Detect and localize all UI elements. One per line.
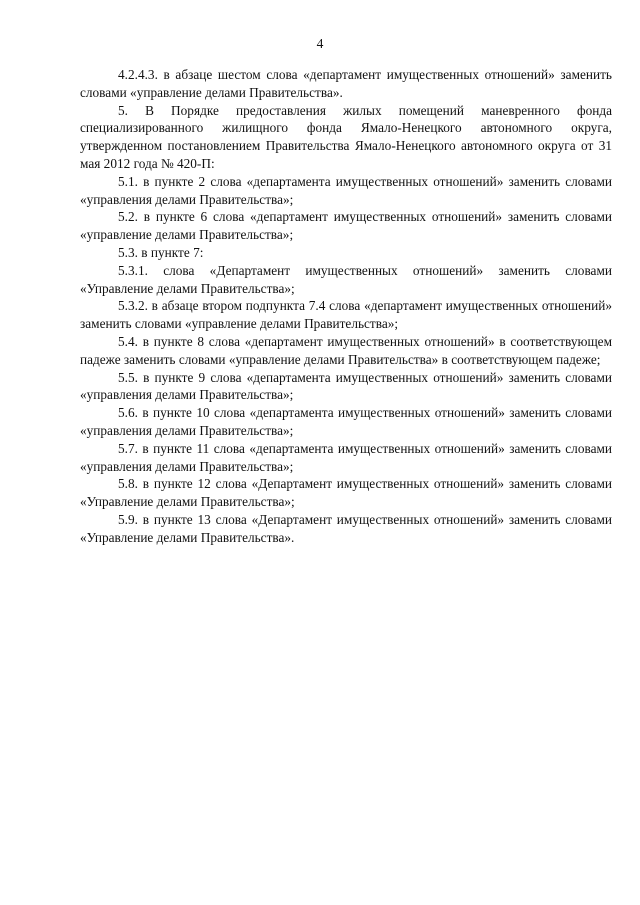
paragraph-5-3-2: 5.3.2. в абзаце втором подпункта 7.4 слова «департамент имущественных отношений» заменить словами «управление делами Правительства»;: [80, 298, 612, 332]
paragraph-5-5: 5.5. в пункте 9 слова «департамента имущественных отношений» заменить словами «управления делами Правительства»;: [80, 369, 612, 403]
paragraph-5-2: 5.2. в пункте 6 слова «департамент имущественных отношений» заменить словами «управление делами Правительства»;: [80, 209, 612, 243]
paragraph-5: 5. В Порядке предоставления жилых помещений маневренного фонда специализированного жилищного фонда Ямало-Ненецкого автономного округа, утвержденном постановлением Правительства Ямало-Ненецкого автономного округа от 31 мая 2012 года № 420-П:: [80, 102, 612, 171]
paragraph-5-4: 5.4. в пункте 8 слова «департамент имущественных отношений» в соответствующем падеже заменить словами «управление делами Правительства» в соответствующем падеже;: [80, 333, 612, 367]
paragraph-5-6: 5.6. в пункте 10 слова «департамента имущественных отношений» заменить словами «управления делами Правительства»;: [80, 405, 612, 438]
paragraph-5-3: 5.3. в пункте 7:: [118, 244, 204, 260]
document-body: [80, 66, 612, 547]
paragraph-5-3-1: 5.3.1. слова «Департамент имущественных отношений» заменить словами «Управление делами Правительства»;: [80, 262, 612, 296]
paragraph-5-8: 5.8. в пункте 12 слова «Департамент имущественных отношений» заменить словами «Управление делами Правительства»;: [80, 476, 612, 510]
page-number: 4: [316, 36, 324, 51]
paragraph-4-2-4-3: 4.2.4.3. в абзаце шестом слова «департамент имущественных отношений» заменить словами «управление делами Правительства».: [80, 67, 612, 100]
paragraph-5-1: 5.1. в пункте 2 слова «департамента имущественных отношений» заменить словами «управления делами Правительства»;: [80, 173, 612, 207]
paragraph-5-9: 5.9. в пункте 13 слова «Департамент имущественных отношений» заменить словами «Управление делами Правительства».: [80, 511, 612, 545]
paragraph-5-7: 5.7. в пункте 11 слова «департамента имущественных отношений» заменить словами «управления делами Правительства»;: [80, 440, 612, 474]
